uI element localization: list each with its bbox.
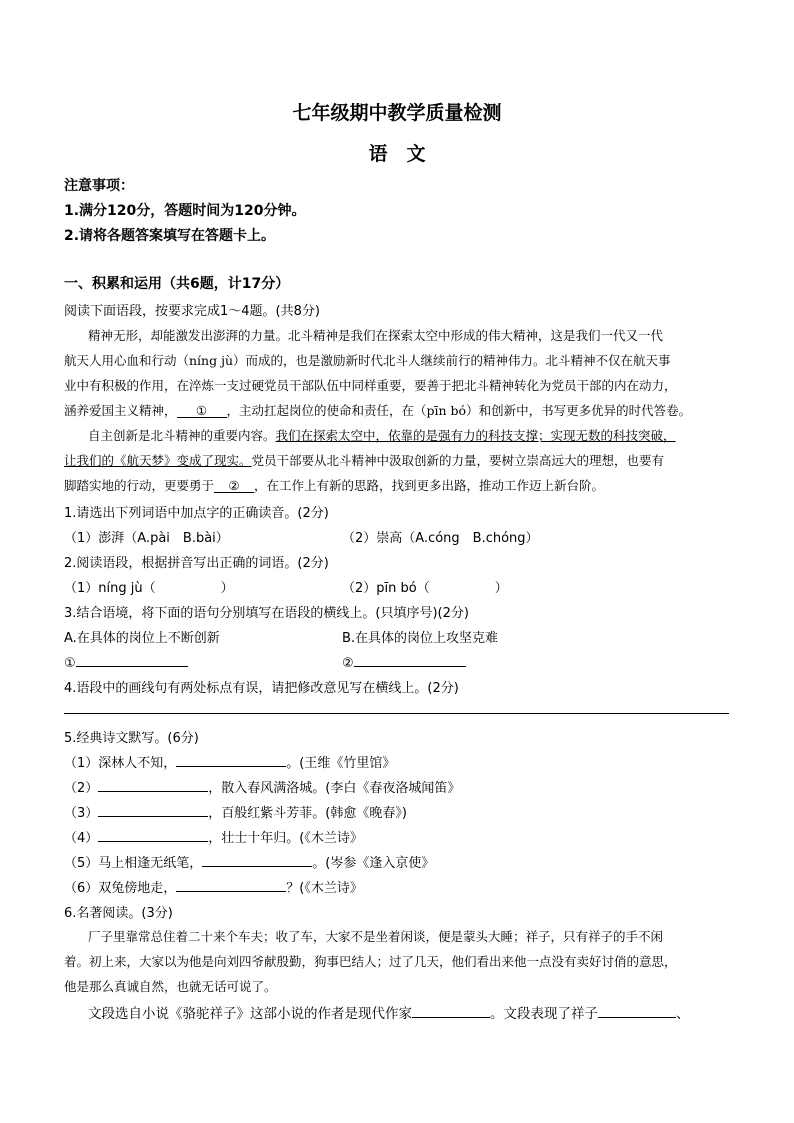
poem-prefix: （5）马上相逢无纸笔， (64, 856, 203, 871)
poem-blank[interactable] (202, 852, 312, 867)
poem-prefix: （3） (64, 806, 99, 821)
question-3-option: B.在具体的岗位上攻坚克难 (342, 631, 499, 646)
prompt-text: 、 (676, 1006, 690, 1022)
poem-source: ，散入春风满洛城。(李白《春夜洛城闻笛》 (208, 781, 461, 796)
question-3-answer-2 (342, 652, 466, 671)
poem-source: 。(王维《竹里馆》 (286, 756, 396, 771)
section-instruction: 阅读下面语段，按要求完成1～4题。(共8分) (64, 304, 320, 319)
blank-marker: ② (228, 478, 240, 493)
note-item: 2.请将各题答案填写在答题卡上。 (64, 228, 276, 244)
poem-item (64, 777, 460, 796)
poem-prefix: （4） (64, 831, 99, 846)
question-3-stem: 3.结合语境，将下面的语句分别填写在语段的横线上。(只填序号)(2分) (64, 606, 469, 621)
poem-blank[interactable] (98, 777, 208, 792)
poem-blank[interactable] (176, 752, 286, 767)
notes-heading: 注意事项： (64, 178, 134, 194)
question-5-stem: 5.经典诗文默写。(6分) (64, 731, 199, 746)
poem-source: ？(《木兰诗》 (286, 881, 363, 896)
poem-blank[interactable] (98, 802, 208, 817)
poem-source: ，壮士十年归。(《木兰诗》 (208, 831, 363, 846)
passage-text: 涵养爱国主义精神， (64, 403, 177, 418)
poem-blank[interactable] (98, 827, 208, 842)
answer-line[interactable] (64, 713, 729, 714)
poem-prefix: （1）深林人不知， (64, 756, 177, 771)
passage-text: ，主动扛起岗位的使命和责任，在（pīn bó）和创新中，书写更多优异的时代答卷。 (226, 403, 692, 418)
question-6-stem: 6.名著阅读。(3分) (64, 906, 173, 921)
passage-text: 脚踏实地的行动，更要勇于 (64, 478, 215, 493)
answer-marker: ① (64, 656, 76, 671)
poem-item (64, 802, 407, 821)
excerpt-line: 着。初上来，大家以为他是向刘四爷献殷勤，狗事巴结人；过了几天，他们看出来他一点没有卖好讨俏的意思， (64, 954, 677, 969)
underlined-sentence: 我们在探索太空中，依靠的是强有力的科技支撑；实现无数的科技突破， (275, 428, 676, 443)
passage-text: 党员干部要从北斗精神中汲取创新的力量，要树立崇高远大的理想，也要有 (251, 453, 665, 468)
prompt-text: 文段选自小说《骆驼祥子》这部小说的作者是现代作家 (88, 1006, 412, 1022)
excerpt-line: 厂子里靠常总住着二十来个车夫；收了车，大家不是坐着闲谈，便是蒙头大睡；祥子，只有祥子的手不闲 (88, 929, 664, 944)
passage-blank-2[interactable] (214, 478, 254, 493)
question-2-field[interactable]: （1）níng jù（ ） (64, 581, 234, 596)
passage-line (64, 451, 664, 469)
question-4-stem: 4.语段中的画线句有两处标点有误，请把修改意见写在横线上。(2分) (64, 681, 459, 696)
passage-line (64, 401, 691, 419)
exam-title: 七年级期中教学质量检测 (292, 102, 502, 124)
poem-blank[interactable] (176, 877, 286, 892)
question-2-field[interactable]: （2）pīn bó（ ） (342, 581, 508, 596)
poem-item (64, 827, 363, 846)
question-1-stem: 1.请选出下列词语中加点字的正确读音。(2分) (64, 506, 329, 521)
poem-prefix: （2） (64, 781, 99, 796)
author-blank[interactable] (412, 1003, 490, 1018)
trait-blank[interactable] (598, 1003, 676, 1018)
excerpt-line: 他是那么真诚自然，也就无话可说了。 (64, 979, 277, 994)
section-heading: 一、积累和运用（共6题，计17分） (64, 276, 290, 292)
poem-prefix: （6）双兔傍地走， (64, 881, 177, 896)
poem-item (64, 877, 363, 896)
question-3-option: A.在具体的岗位上不断创新 (64, 631, 220, 646)
passage-line: 业中有积极的作用，在淬炼一支过硬党员干部队伍中同样重要，要善于把北斗精神转化为党员干部的内在动力， (64, 378, 677, 393)
question-1-option: （2）崇高（A.cóng B.chóng） (342, 531, 539, 546)
answer-marker: ② (342, 656, 354, 671)
answer-blank[interactable] (354, 652, 466, 667)
poem-item (64, 852, 434, 871)
answer-blank[interactable] (76, 652, 188, 667)
prompt-text: 。文段表现了祥子 (490, 1006, 598, 1022)
poem-item (64, 752, 395, 771)
passage-line: 精神无形，却能激发出澎湃的力量。北斗精神是我们在探索太空中形成的伟大精神，这是我们一代又一代 (88, 328, 664, 343)
passage-text: 自主创新是北斗精神的重要内容。 (88, 428, 276, 443)
poem-source: ，百般红紫斗芳菲。(韩愈《晚春》) (208, 806, 407, 821)
subject-title: 语 文 (368, 143, 426, 165)
passage-line (88, 426, 676, 444)
passage-line (64, 476, 604, 494)
passage-line: 航天人用心血和行动（níng jù）而成的，也是激励新时代北斗人继续前行的精神伟力。北斗精神不仅在航天事 (64, 353, 671, 368)
question-2-stem: 2.阅读语段，根据拼音写出正确的词语。(2分) (64, 556, 329, 571)
blank-marker: ① (195, 403, 208, 418)
question-3-answer-1 (64, 652, 188, 671)
question-1-option: （1）澎湃（A.pài B.bài） (64, 531, 229, 546)
poem-source: 。(岑参《逢入京使》 (312, 856, 435, 871)
underlined-sentence: 让我们的《航天梦》变成了现实。 (64, 453, 252, 468)
question-6-prompt (88, 1002, 690, 1022)
note-item: 1.满分120分，答题时间为120分钟。 (64, 203, 306, 219)
passage-text: ，在工作上有新的思路，找到更多出路，推动工作迈上新台阶。 (254, 478, 605, 493)
passage-blank-1[interactable] (177, 403, 227, 418)
